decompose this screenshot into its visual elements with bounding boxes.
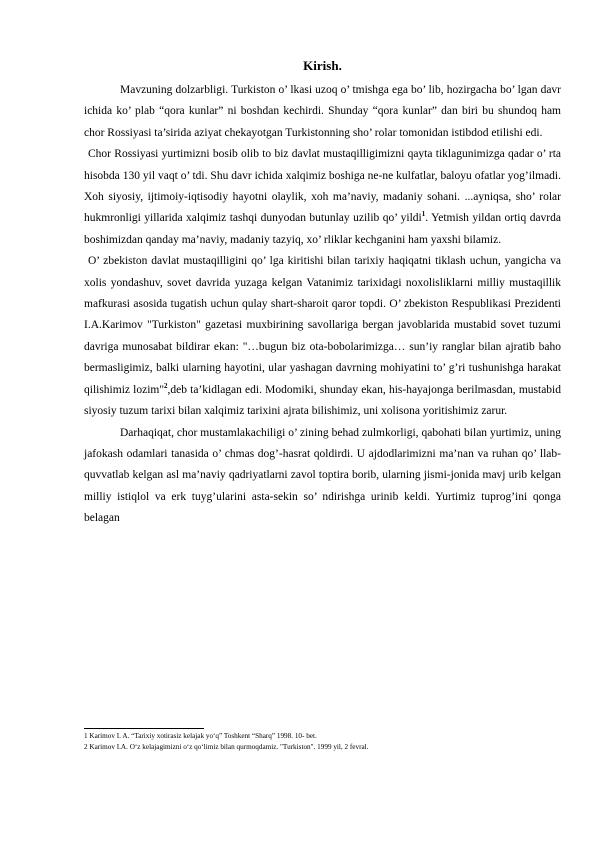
footnote-divider [84, 728, 204, 729]
paragraph-independence [84, 251, 561, 422]
page-title: Kirish. [303, 58, 342, 73]
paragraph-text: . Yetmish yildan ortiq davrda boshimizdan qanday ma’naviy, madaniy tazyiq, xo’ rliklar kechganini ham yaxshi bilamiz. [84, 212, 561, 246]
footnote-ref-2: 2 [164, 381, 168, 390]
paragraph-text: Chor Rossiyasi yurtimizni bosib olib to biz davlat mustaqilligimizni qayta tiklagunimizga qadar o’ rta hisobda 130 yil vaqt o’ tdi. Shu davr ichida xalqimiz boshiga ne-ne kulfatlar, baloyu ofatlar yog’ilmadi. Xoh siyosiy, ijtimoiy-iqtisodiy hayotni olaylik, xoh ma’naviy, madaniy sohani. ...ayniqsa, sho’ rolar hukmronligi yillarida xalqimiz tashqi dunyodan butunlay uzilib qo’ yildi [84, 148, 561, 225]
footnote-ref-1: 1 [421, 210, 426, 219]
document-body [84, 56, 561, 530]
paragraph-relevance: Mavzuning dolzarbligi. Turkiston o’ lkasi uzoq o’ tmishga ega bo’ lib, hozirgacha bo’ lgan davr ichida ko’ plab “qora kunlar” ni boshdan kechirdi. Shunday “qora kunlar” dan biri bu shundoq ham chor Rossiyasi ta’sirida aziyat chekayotgan Turkistonning sho’ rolar tomonidan istibdod etilishi edi. [84, 84, 561, 139]
paragraph-text: O’ zbekiston davlat mustaqilligini qo’ lga kiritishi bilan tarixiy haqiqatni tiklash uchun, yangicha va xolis yondashuv, sovet davrida yuzaga kelgan Vatanimiz tarixidagi noxolisliklarni milliy mustaqillik mafkurasi asosida tugatish uchun qulay shart-sharoit qaror topdi. O’ zbekiston Respublikasi Prezidenti I.A.Karimov "Turkiston" gazetasi muxbirining savollariga bergan javoblarida mustabid sovet tuzumi davriga munosabat bildirar ekan: "…bugun biz ota-bobolarimizga… sun’iy ranglar bilan ajratib baho bermasligimiz, balki ularning hayotini, ular yashagan davrning mohiyatini to’ g’ri tushunishga harakat qilishimiz lozim" [84, 255, 561, 396]
footnote-1: 1 Karimov I. A. “Tarixiy xotirasiz kelajak yo‘q” Toshkent “Sharq” 1998. 10- bet. [84, 732, 317, 740]
footnote-2: 2 Karimov I.A. O‘z kelajagimizni o‘z qo‘limiz bilan qurmoqdamiz. "Turkiston". 1999 yil, 2 fevral. [84, 743, 369, 751]
paragraph-colonialism: Darhaqiqat, chor mustamlakachiligi o’ zining behad zulmkorligi, qabohati bilan yurtimiz, uning jafokash odamlari tanasida o’ chmas dog’-hasrat qoldirdi. U ajdodlarimizni ma’nan va ruhan qo’ llab-quvvatlab kelgan asl ma’naviy qadriyatlarni zavol toptira borib, ularning jismi-jonida mavj urib kelgan milliy istiqlol va erk tuyg’ularini asta-sekin so’ ndirishga urinib keldi. Yurtimiz tuprog’ini qonga belagan [84, 426, 561, 525]
paragraph-text: ,deb ta’kidlagan edi. Modomiki, shunday ekan, his-hayajonga berilmasdan, mustabid siyosiy tuzum tarixi bilan xalqimiz tarixini ajrata bilishimiz, uni xolisona yoritishimiz zarur. [84, 383, 561, 418]
footnotes [84, 731, 561, 753]
paragraph-tsarist-rule [84, 144, 561, 251]
